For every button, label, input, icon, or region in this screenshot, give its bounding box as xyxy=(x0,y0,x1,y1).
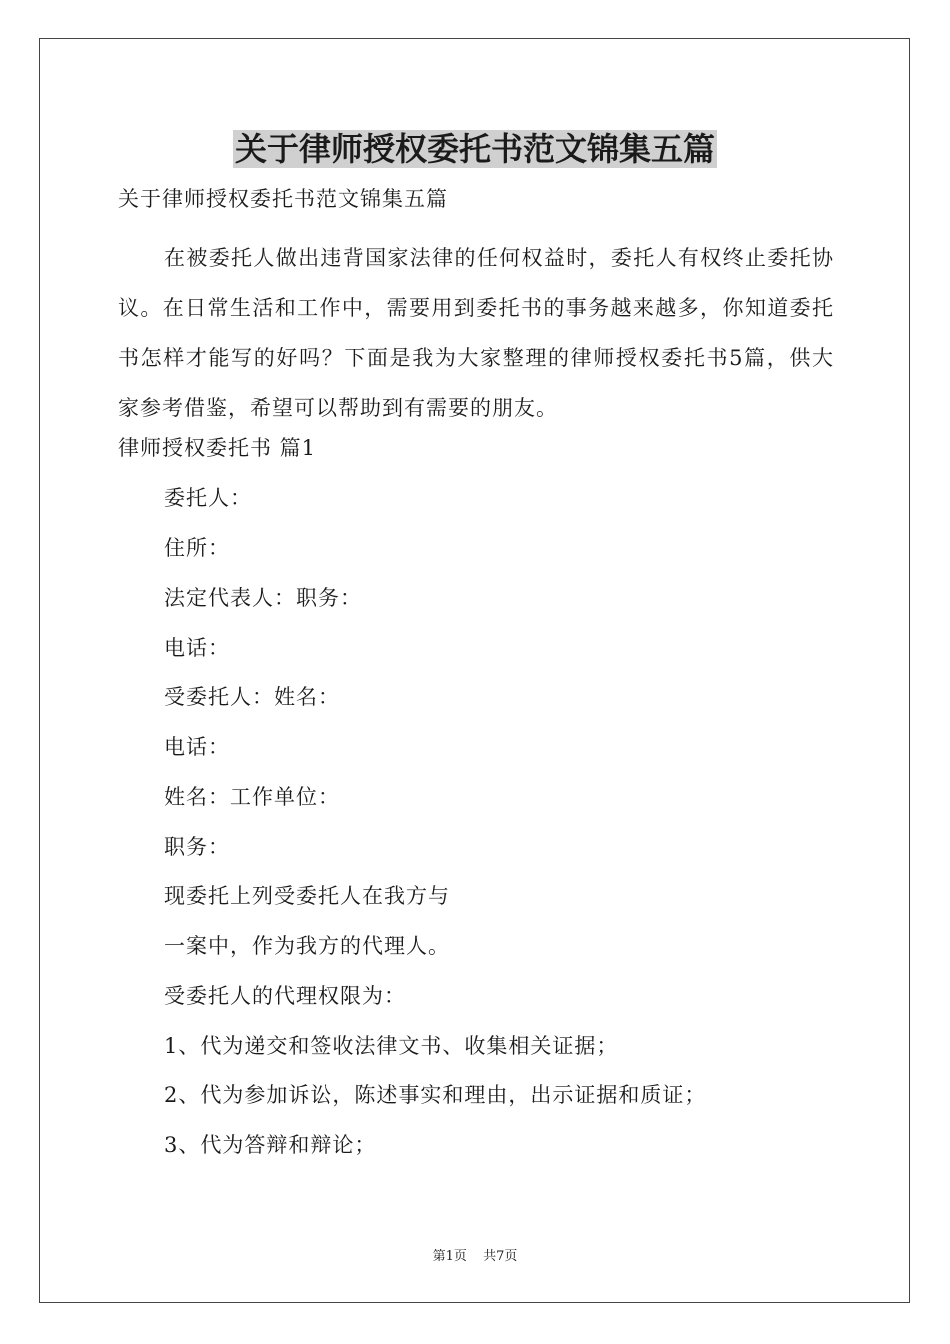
body-line: 电话： xyxy=(164,636,230,660)
body-line: 委托人： xyxy=(164,486,252,510)
body-line: 现委托上列受委托人在我方与 xyxy=(164,884,450,908)
body-line: 法定代表人：职务： xyxy=(164,586,362,610)
body-line: 一案中，作为我方的代理人。 xyxy=(164,934,450,958)
intro-paragraph: 在被委托人做出违背国家法律的任何权益时，委托人有权终止委托协议。在日常生活和工作中，需要用到委托书的事务越来越多，你知道委托书怎样才能写的好吗？下面是我为大家整理的律师授权委托书5篇，供大家参考借鉴，希望可以帮助到有需要的朋友。 xyxy=(118,246,834,420)
body-line: 受委托人的代理权限为： xyxy=(164,984,406,1008)
page-border xyxy=(39,38,910,1303)
body-line: 电话： xyxy=(164,735,230,759)
body-line: 2、代为参加诉讼，陈述事实和理由，出示证据和质证； xyxy=(164,1083,707,1107)
body-line: 受委托人：姓名： xyxy=(164,685,340,709)
body-line: 职务： xyxy=(164,835,230,859)
document-title-text: 关于律师授权委托书范文锦集五篇 xyxy=(234,130,715,168)
page-footer xyxy=(0,1248,950,1266)
document-subtitle: 关于律师授权委托书范文锦集五篇 xyxy=(118,187,448,211)
page-number: 第1页 xyxy=(432,1249,467,1264)
section-heading: 律师授权委托书 篇1 xyxy=(118,436,317,460)
body-line: 1、代为递交和签收法律文书、收集相关证据； xyxy=(164,1034,619,1058)
page-total: 共7页 xyxy=(483,1249,518,1264)
document-title xyxy=(0,127,950,171)
body-line: 住所： xyxy=(164,536,230,560)
body-line: 姓名：工作单位： xyxy=(164,785,340,809)
body-line: 3、代为答辩和辩论； xyxy=(164,1133,377,1157)
